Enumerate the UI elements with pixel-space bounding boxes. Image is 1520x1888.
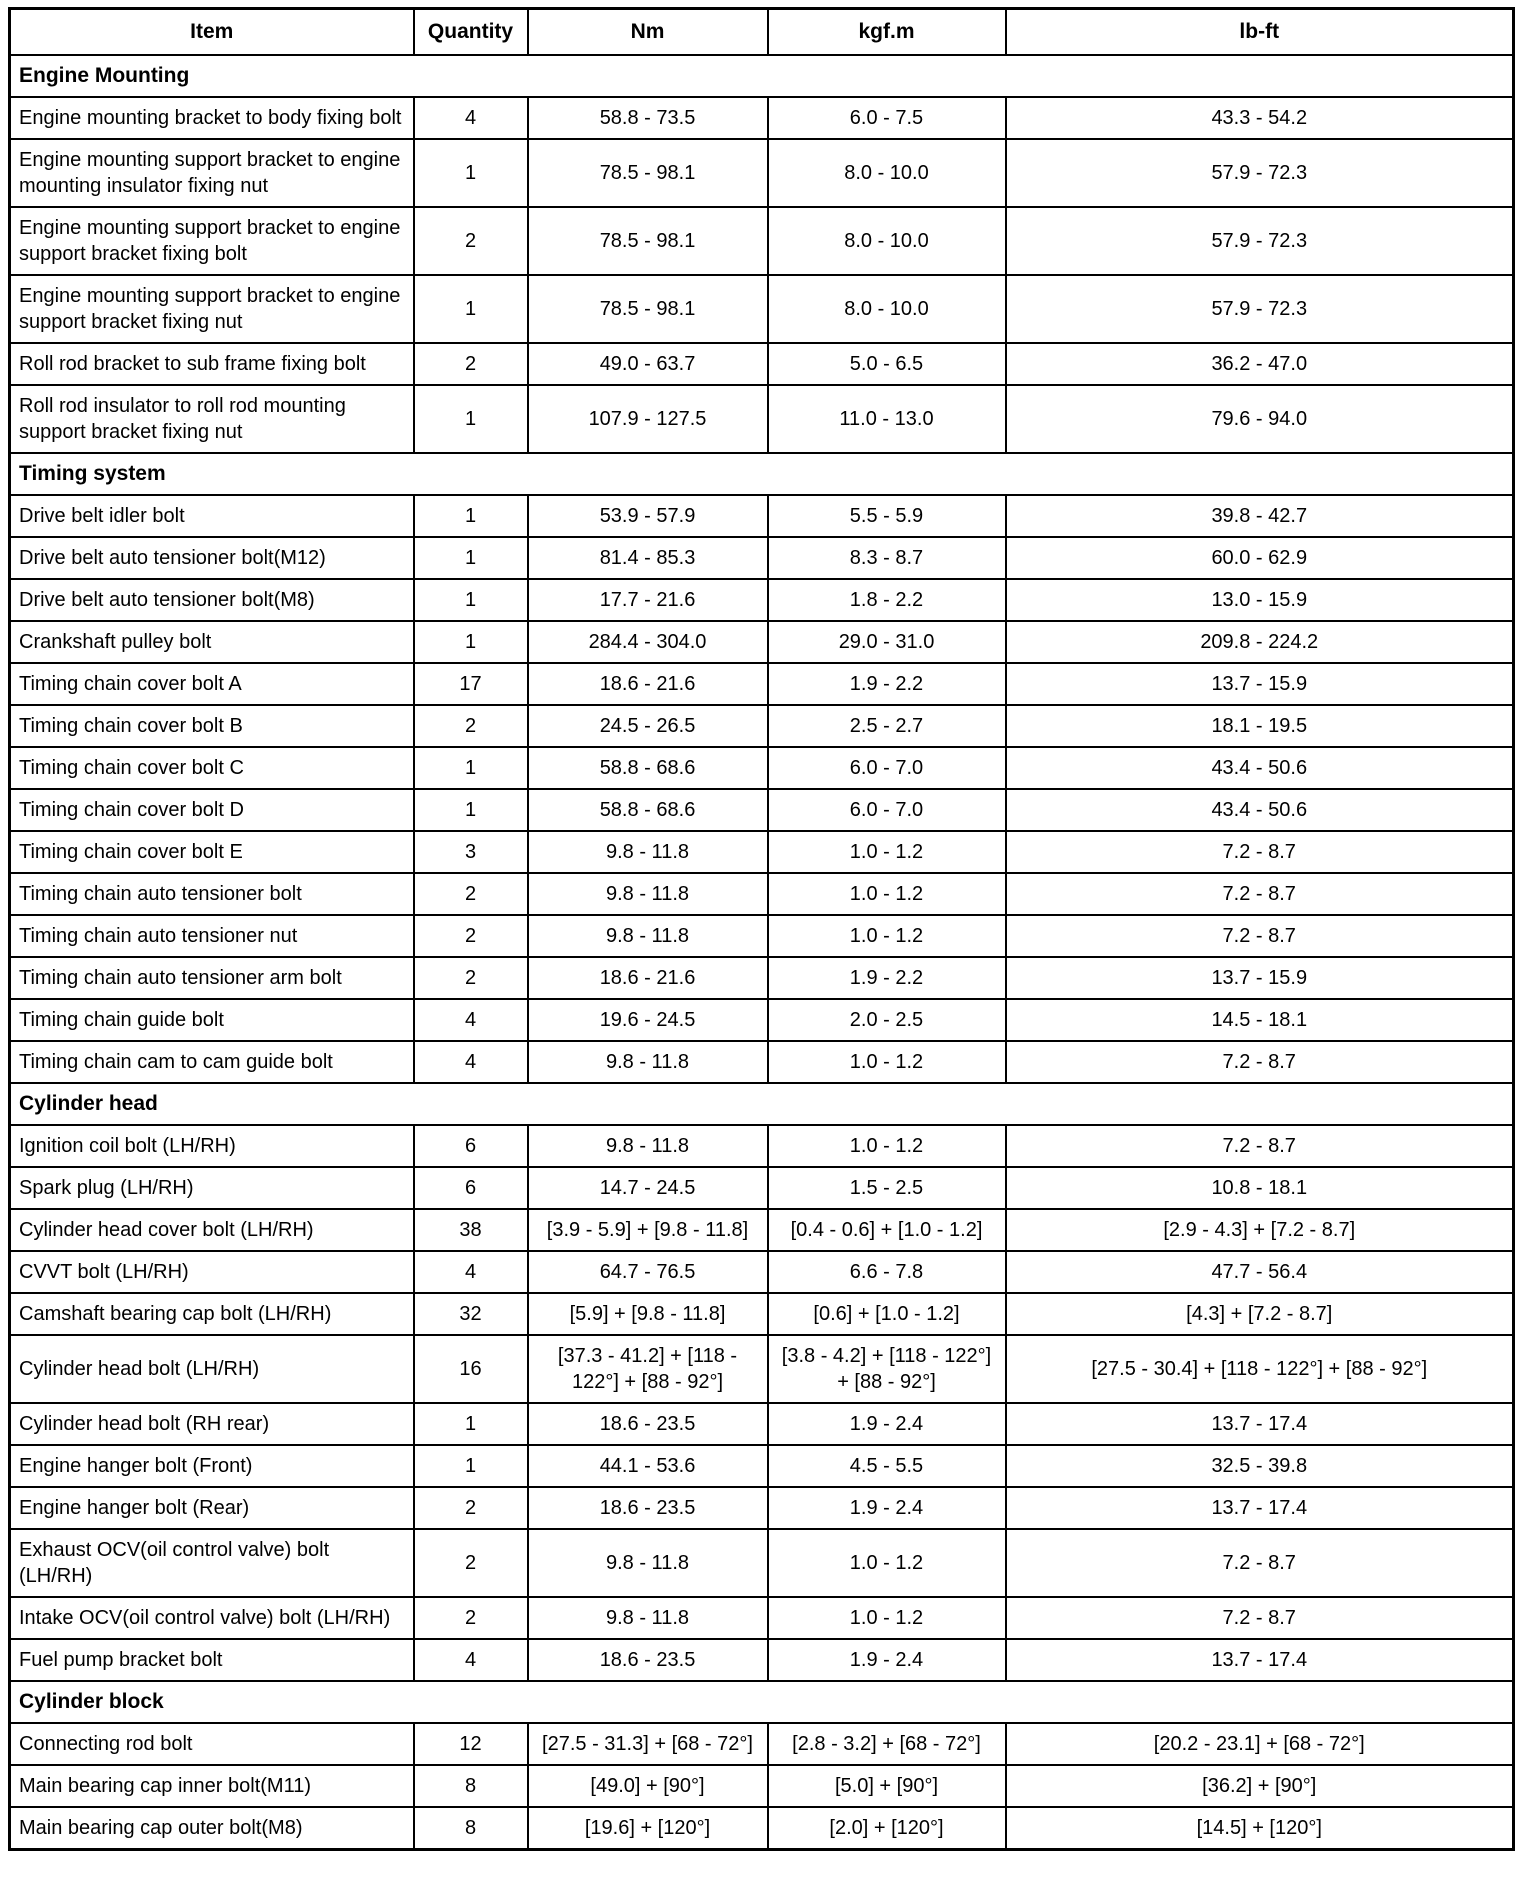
quantity-cell: 2: [414, 207, 528, 275]
kgfm-cell: 8.3 - 8.7: [768, 537, 1006, 579]
lbft-cell: 13.7 - 17.4: [1006, 1639, 1514, 1681]
nm-cell: [3.9 - 5.9] + [9.8 - 11.8]: [528, 1209, 768, 1251]
lbft-cell: 14.5 - 18.1: [1006, 999, 1514, 1041]
item-cell: Timing chain cover bolt D: [10, 789, 414, 831]
item-cell: Timing chain cover bolt C: [10, 747, 414, 789]
nm-cell: 18.6 - 21.6: [528, 957, 768, 999]
quantity-cell: 4: [414, 97, 528, 139]
kgfm-cell: 6.0 - 7.5: [768, 97, 1006, 139]
quantity-cell: 2: [414, 957, 528, 999]
kgfm-cell: 1.8 - 2.2: [768, 579, 1006, 621]
lbft-cell: 57.9 - 72.3: [1006, 207, 1514, 275]
header-row: [10, 9, 1514, 56]
kgfm-cell: [2.0] + [120°]: [768, 1807, 1006, 1850]
kgfm-cell: 1.9 - 2.2: [768, 957, 1006, 999]
table-row: [10, 747, 1514, 789]
nm-cell: 17.7 - 21.6: [528, 579, 768, 621]
table-row: [10, 385, 1514, 453]
item-cell: Engine mounting support bracket to engine support bracket fixing bolt: [10, 207, 414, 275]
kgfm-cell: 1.0 - 1.2: [768, 873, 1006, 915]
lbft-cell: [27.5 - 30.4] + [118 - 122°] + [88 - 92°]: [1006, 1335, 1514, 1403]
item-cell: Fuel pump bracket bolt: [10, 1639, 414, 1681]
kgfm-cell: 11.0 - 13.0: [768, 385, 1006, 453]
quantity-cell: 16: [414, 1335, 528, 1403]
kgfm-cell: 6.0 - 7.0: [768, 747, 1006, 789]
quantity-cell: 4: [414, 999, 528, 1041]
quantity-cell: 4: [414, 1041, 528, 1083]
quantity-cell: 3: [414, 831, 528, 873]
quantity-cell: 1: [414, 1445, 528, 1487]
nm-cell: 64.7 - 76.5: [528, 1251, 768, 1293]
kgfm-cell: [5.0] + [90°]: [768, 1765, 1006, 1807]
lbft-cell: 79.6 - 94.0: [1006, 385, 1514, 453]
item-cell: Drive belt auto tensioner bolt(M8): [10, 579, 414, 621]
table-row: [10, 1335, 1514, 1403]
table-row: [10, 579, 1514, 621]
section-row: [10, 453, 1514, 495]
lbft-cell: 47.7 - 56.4: [1006, 1251, 1514, 1293]
quantity-cell: 1: [414, 275, 528, 343]
item-cell: Timing chain auto tensioner bolt: [10, 873, 414, 915]
table-row: [10, 1209, 1514, 1251]
nm-cell: 18.6 - 23.5: [528, 1487, 768, 1529]
nm-cell: 49.0 - 63.7: [528, 343, 768, 385]
item-cell: Roll rod bracket to sub frame fixing bolt: [10, 343, 414, 385]
nm-cell: 107.9 - 127.5: [528, 385, 768, 453]
nm-cell: 58.8 - 68.6: [528, 789, 768, 831]
quantity-cell: 2: [414, 343, 528, 385]
item-cell: Cylinder head bolt (RH rear): [10, 1403, 414, 1445]
table-row: [10, 1639, 1514, 1681]
column-header-lbft: lb-ft: [1006, 9, 1514, 56]
nm-cell: 58.8 - 73.5: [528, 97, 768, 139]
quantity-cell: 4: [414, 1639, 528, 1681]
section-title: Timing system: [10, 453, 1514, 495]
table-row: [10, 139, 1514, 207]
kgfm-cell: 1.5 - 2.5: [768, 1167, 1006, 1209]
item-cell: Connecting rod bolt: [10, 1723, 414, 1765]
item-cell: CVVT bolt (LH/RH): [10, 1251, 414, 1293]
lbft-cell: 7.2 - 8.7: [1006, 873, 1514, 915]
nm-cell: [27.5 - 31.3] + [68 - 72°]: [528, 1723, 768, 1765]
section-row: [10, 55, 1514, 97]
item-cell: Engine mounting bracket to body fixing bolt: [10, 97, 414, 139]
lbft-cell: 39.8 - 42.7: [1006, 495, 1514, 537]
item-cell: Main bearing cap inner bolt(M11): [10, 1765, 414, 1807]
item-cell: Exhaust OCV(oil control valve) bolt (LH/RH): [10, 1529, 414, 1597]
lbft-cell: [2.9 - 4.3] + [7.2 - 8.7]: [1006, 1209, 1514, 1251]
quantity-cell: 1: [414, 789, 528, 831]
quantity-cell: 2: [414, 1487, 528, 1529]
item-cell: Engine mounting support bracket to engine mounting insulator fixing nut: [10, 139, 414, 207]
quantity-cell: 1: [414, 139, 528, 207]
section-row: [10, 1681, 1514, 1723]
table-row: [10, 343, 1514, 385]
nm-cell: [49.0] + [90°]: [528, 1765, 768, 1807]
table-row: [10, 1529, 1514, 1597]
lbft-cell: 57.9 - 72.3: [1006, 139, 1514, 207]
quantity-cell: 32: [414, 1293, 528, 1335]
lbft-cell: [4.3] + [7.2 - 8.7]: [1006, 1293, 1514, 1335]
nm-cell: 9.8 - 11.8: [528, 1597, 768, 1639]
kgfm-cell: 29.0 - 31.0: [768, 621, 1006, 663]
quantity-cell: 2: [414, 1529, 528, 1597]
kgfm-cell: [3.8 - 4.2] + [118 - 122°] + [88 - 92°]: [768, 1335, 1006, 1403]
item-cell: Timing chain auto tensioner nut: [10, 915, 414, 957]
column-header-nm: Nm: [528, 9, 768, 56]
item-cell: Timing chain auto tensioner arm bolt: [10, 957, 414, 999]
lbft-cell: 13.7 - 17.4: [1006, 1487, 1514, 1529]
kgfm-cell: [0.4 - 0.6] + [1.0 - 1.2]: [768, 1209, 1006, 1251]
column-header-item: Item: [10, 9, 414, 56]
nm-cell: 53.9 - 57.9: [528, 495, 768, 537]
table-row: [10, 495, 1514, 537]
table-row: [10, 1765, 1514, 1807]
nm-cell: 24.5 - 26.5: [528, 705, 768, 747]
lbft-cell: 32.5 - 39.8: [1006, 1445, 1514, 1487]
item-cell: Crankshaft pulley bolt: [10, 621, 414, 663]
item-cell: Timing chain cover bolt B: [10, 705, 414, 747]
lbft-cell: 7.2 - 8.7: [1006, 831, 1514, 873]
nm-cell: [19.6] + [120°]: [528, 1807, 768, 1850]
kgfm-cell: 1.9 - 2.4: [768, 1403, 1006, 1445]
lbft-cell: 43.4 - 50.6: [1006, 747, 1514, 789]
table-row: [10, 621, 1514, 663]
quantity-cell: 17: [414, 663, 528, 705]
table-row: [10, 1251, 1514, 1293]
table-row: [10, 915, 1514, 957]
item-cell: Main bearing cap outer bolt(M8): [10, 1807, 414, 1850]
nm-cell: 14.7 - 24.5: [528, 1167, 768, 1209]
lbft-cell: 10.8 - 18.1: [1006, 1167, 1514, 1209]
column-header-kgfm: kgf.m: [768, 9, 1006, 56]
kgfm-cell: 5.0 - 6.5: [768, 343, 1006, 385]
item-cell: Cylinder head cover bolt (LH/RH): [10, 1209, 414, 1251]
nm-cell: 9.8 - 11.8: [528, 1529, 768, 1597]
section-row: [10, 1083, 1514, 1125]
kgfm-cell: [0.6] + [1.0 - 1.2]: [768, 1293, 1006, 1335]
lbft-cell: 60.0 - 62.9: [1006, 537, 1514, 579]
table-row: [10, 705, 1514, 747]
table-row: [10, 873, 1514, 915]
lbft-cell: [36.2] + [90°]: [1006, 1765, 1514, 1807]
kgfm-cell: [2.8 - 3.2] + [68 - 72°]: [768, 1723, 1006, 1765]
item-cell: Drive belt auto tensioner bolt(M12): [10, 537, 414, 579]
section-title: Cylinder block: [10, 1681, 1514, 1723]
kgfm-cell: 8.0 - 10.0: [768, 139, 1006, 207]
item-cell: Ignition coil bolt (LH/RH): [10, 1125, 414, 1167]
table-row: [10, 831, 1514, 873]
lbft-cell: [20.2 - 23.1] + [68 - 72°]: [1006, 1723, 1514, 1765]
quantity-cell: 8: [414, 1765, 528, 1807]
table-row: [10, 97, 1514, 139]
item-cell: Timing chain cover bolt E: [10, 831, 414, 873]
kgfm-cell: 5.5 - 5.9: [768, 495, 1006, 537]
torque-spec-table: [8, 7, 1515, 1851]
quantity-cell: 8: [414, 1807, 528, 1850]
table-row: [10, 1597, 1514, 1639]
nm-cell: 44.1 - 53.6: [528, 1445, 768, 1487]
lbft-cell: 209.8 - 224.2: [1006, 621, 1514, 663]
quantity-cell: 2: [414, 873, 528, 915]
table-body: [10, 55, 1514, 1850]
kgfm-cell: 1.9 - 2.2: [768, 663, 1006, 705]
table-row: [10, 275, 1514, 343]
nm-cell: 19.6 - 24.5: [528, 999, 768, 1041]
nm-cell: 78.5 - 98.1: [528, 139, 768, 207]
lbft-cell: 36.2 - 47.0: [1006, 343, 1514, 385]
table-row: [10, 999, 1514, 1041]
quantity-cell: 1: [414, 1403, 528, 1445]
nm-cell: 18.6 - 23.5: [528, 1639, 768, 1681]
nm-cell: 284.4 - 304.0: [528, 621, 768, 663]
lbft-cell: [14.5] + [120°]: [1006, 1807, 1514, 1850]
quantity-cell: 1: [414, 621, 528, 663]
kgfm-cell: 2.5 - 2.7: [768, 705, 1006, 747]
nm-cell: [5.9] + [9.8 - 11.8]: [528, 1293, 768, 1335]
quantity-cell: 1: [414, 385, 528, 453]
quantity-cell: 1: [414, 495, 528, 537]
item-cell: Cylinder head bolt (LH/RH): [10, 1335, 414, 1403]
table-row: [10, 1723, 1514, 1765]
quantity-cell: 2: [414, 705, 528, 747]
item-cell: Timing chain cam to cam guide bolt: [10, 1041, 414, 1083]
lbft-cell: 13.7 - 17.4: [1006, 1403, 1514, 1445]
item-cell: Timing chain cover bolt A: [10, 663, 414, 705]
lbft-cell: 7.2 - 8.7: [1006, 1041, 1514, 1083]
lbft-cell: 43.3 - 54.2: [1006, 97, 1514, 139]
table-row: [10, 1403, 1514, 1445]
nm-cell: 78.5 - 98.1: [528, 275, 768, 343]
lbft-cell: 7.2 - 8.7: [1006, 1125, 1514, 1167]
table-row: [10, 789, 1514, 831]
kgfm-cell: 2.0 - 2.5: [768, 999, 1006, 1041]
lbft-cell: 13.7 - 15.9: [1006, 663, 1514, 705]
table-row: [10, 1041, 1514, 1083]
lbft-cell: 43.4 - 50.6: [1006, 789, 1514, 831]
table-row: [10, 663, 1514, 705]
nm-cell: 9.8 - 11.8: [528, 915, 768, 957]
lbft-cell: 7.2 - 8.7: [1006, 1597, 1514, 1639]
kgfm-cell: 1.9 - 2.4: [768, 1639, 1006, 1681]
kgfm-cell: 1.0 - 1.2: [768, 1041, 1006, 1083]
lbft-cell: 13.0 - 15.9: [1006, 579, 1514, 621]
nm-cell: 81.4 - 85.3: [528, 537, 768, 579]
table-row: [10, 1293, 1514, 1335]
table-row: [10, 537, 1514, 579]
kgfm-cell: 1.0 - 1.2: [768, 1597, 1006, 1639]
kgfm-cell: 8.0 - 10.0: [768, 207, 1006, 275]
nm-cell: 9.8 - 11.8: [528, 873, 768, 915]
section-title: Cylinder head: [10, 1083, 1514, 1125]
nm-cell: 18.6 - 23.5: [528, 1403, 768, 1445]
quantity-cell: 6: [414, 1125, 528, 1167]
kgfm-cell: 1.0 - 1.2: [768, 1529, 1006, 1597]
lbft-cell: 7.2 - 8.7: [1006, 915, 1514, 957]
table-row: [10, 1445, 1514, 1487]
nm-cell: 78.5 - 98.1: [528, 207, 768, 275]
nm-cell: [37.3 - 41.2] + [118 - 122°] + [88 - 92°]: [528, 1335, 768, 1403]
kgfm-cell: 6.6 - 7.8: [768, 1251, 1006, 1293]
table-row: [10, 1167, 1514, 1209]
item-cell: Engine mounting support bracket to engine support bracket fixing nut: [10, 275, 414, 343]
table-row: [10, 1125, 1514, 1167]
quantity-cell: 1: [414, 537, 528, 579]
kgfm-cell: 1.0 - 1.2: [768, 915, 1006, 957]
item-cell: Timing chain guide bolt: [10, 999, 414, 1041]
kgfm-cell: 4.5 - 5.5: [768, 1445, 1006, 1487]
quantity-cell: 12: [414, 1723, 528, 1765]
kgfm-cell: 1.0 - 1.2: [768, 1125, 1006, 1167]
column-header-quantity: Quantity: [414, 9, 528, 56]
item-cell: Camshaft bearing cap bolt (LH/RH): [10, 1293, 414, 1335]
kgfm-cell: 1.0 - 1.2: [768, 831, 1006, 873]
item-cell: Engine hanger bolt (Front): [10, 1445, 414, 1487]
lbft-cell: 18.1 - 19.5: [1006, 705, 1514, 747]
kgfm-cell: 8.0 - 10.0: [768, 275, 1006, 343]
lbft-cell: 13.7 - 15.9: [1006, 957, 1514, 999]
item-cell: Engine hanger bolt (Rear): [10, 1487, 414, 1529]
quantity-cell: 2: [414, 1597, 528, 1639]
item-cell: Spark plug (LH/RH): [10, 1167, 414, 1209]
nm-cell: 9.8 - 11.8: [528, 1041, 768, 1083]
table-row: [10, 1807, 1514, 1850]
quantity-cell: 1: [414, 747, 528, 789]
nm-cell: 18.6 - 21.6: [528, 663, 768, 705]
table-row: [10, 207, 1514, 275]
lbft-cell: 57.9 - 72.3: [1006, 275, 1514, 343]
nm-cell: 9.8 - 11.8: [528, 831, 768, 873]
quantity-cell: 1: [414, 579, 528, 621]
quantity-cell: 38: [414, 1209, 528, 1251]
quantity-cell: 4: [414, 1251, 528, 1293]
kgfm-cell: 1.9 - 2.4: [768, 1487, 1006, 1529]
item-cell: Roll rod insulator to roll rod mounting support bracket fixing nut: [10, 385, 414, 453]
kgfm-cell: 6.0 - 7.0: [768, 789, 1006, 831]
item-cell: Drive belt idler bolt: [10, 495, 414, 537]
table-row: [10, 957, 1514, 999]
table-header: [10, 9, 1514, 56]
lbft-cell: 7.2 - 8.7: [1006, 1529, 1514, 1597]
table-row: [10, 1487, 1514, 1529]
nm-cell: 9.8 - 11.8: [528, 1125, 768, 1167]
nm-cell: 58.8 - 68.6: [528, 747, 768, 789]
item-cell: Intake OCV(oil control valve) bolt (LH/RH): [10, 1597, 414, 1639]
section-title: Engine Mounting: [10, 55, 1514, 97]
quantity-cell: 6: [414, 1167, 528, 1209]
quantity-cell: 2: [414, 915, 528, 957]
